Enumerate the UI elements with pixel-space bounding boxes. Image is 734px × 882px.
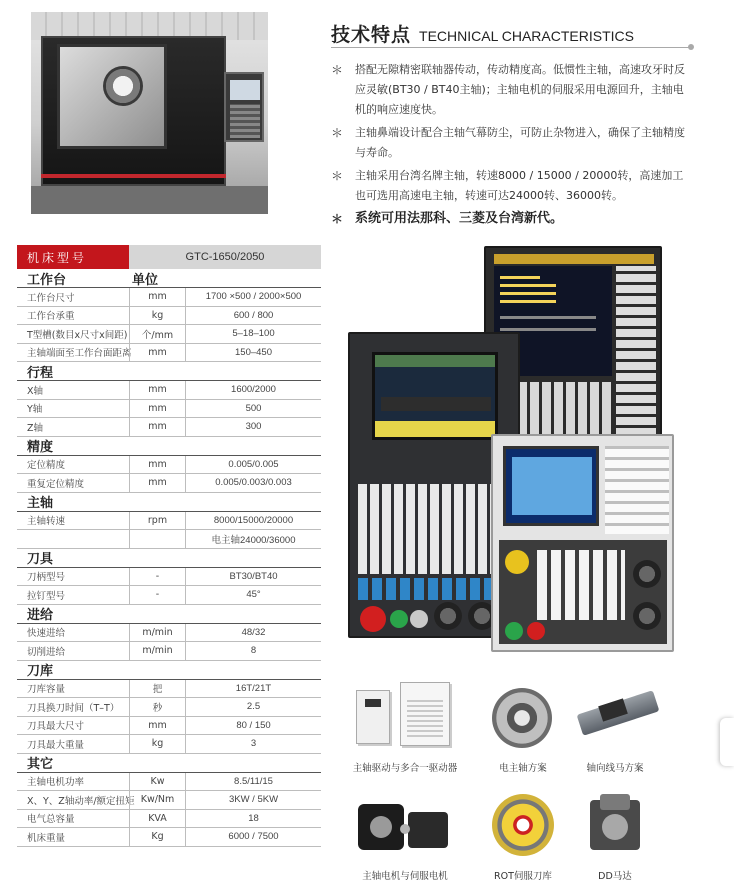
section-heading — [17, 661, 321, 680]
start-button-icon — [390, 610, 408, 628]
model-value: GTC-1650/2050 — [129, 245, 321, 269]
linear-motor-image — [560, 678, 670, 750]
spec-unit: mm — [129, 344, 186, 362]
spec-name: 机床重量 — [27, 832, 66, 844]
spec-row — [17, 680, 321, 699]
title-cn: 技术特点 — [331, 24, 412, 46]
section-title — [331, 20, 634, 47]
spec-value: 1600/2000 — [231, 384, 276, 396]
controller-screen — [372, 352, 498, 440]
feature-list — [331, 60, 691, 232]
section-title: 刀具 — [27, 552, 54, 567]
spec-name: X轴 — [27, 385, 44, 397]
spec-name: 主轴电机功率 — [27, 777, 85, 789]
spec-name: 刀具最大重量 — [27, 739, 85, 751]
spec-value: BT30/BT40 — [229, 570, 278, 582]
control-screen — [230, 80, 260, 100]
stop-button-icon — [527, 622, 545, 640]
spec-row — [17, 418, 321, 437]
model-label: 机床型号 — [17, 245, 129, 269]
spec-row — [17, 568, 321, 587]
controller-keypad — [616, 266, 656, 436]
spec-value: 1700 ×500 / 2000×500 — [205, 291, 302, 303]
unit-heading: 单位 — [132, 272, 159, 288]
title-divider-dot — [688, 44, 694, 50]
title-divider — [331, 47, 690, 48]
section-heading — [17, 437, 321, 456]
section-title: 行程 — [27, 365, 54, 381]
component-card — [350, 678, 460, 774]
machine-red-stripe — [41, 174, 226, 178]
asterisk-icon: ＊ — [331, 63, 344, 77]
spec-unit — [129, 530, 186, 548]
spec-row — [17, 773, 321, 792]
spec-row — [17, 586, 321, 605]
controller-keyboard — [358, 484, 513, 574]
spec-unit: mm — [129, 381, 186, 399]
spec-row — [17, 624, 321, 643]
section-heading — [17, 549, 321, 568]
component-card — [350, 786, 460, 882]
feature-text: 系统可用法那科、三菱及台湾新代。 — [355, 211, 564, 226]
spec-name: 工作台尺寸 — [27, 292, 75, 304]
spec-unit: 把 — [129, 680, 186, 698]
spec-name: 刀具最大尺寸 — [27, 721, 85, 733]
section-heading — [17, 269, 321, 288]
feed-knob-icon — [434, 602, 462, 630]
spec-row — [17, 735, 321, 754]
spec-unit: KVA — [129, 810, 186, 828]
spec-row — [17, 474, 321, 493]
spec-name: 电气总容量 — [27, 814, 75, 826]
title-en: TECHNICAL CHARACTERISTICS — [419, 28, 634, 44]
spec-unit: mm — [129, 418, 186, 436]
spec-unit: mm — [129, 456, 186, 474]
spec-value: 3KW / 5KW — [228, 794, 279, 806]
spec-value: 500 — [245, 402, 262, 414]
spec-value: 8000/15000/20000 — [213, 514, 294, 526]
spec-unit: kg — [129, 735, 186, 753]
spec-value: 3 — [250, 738, 257, 750]
section-heading — [17, 362, 321, 381]
spec-value: 电主轴24000/36000 — [211, 534, 296, 546]
component-caption: 主轴驱动与多合一驱动器 — [352, 763, 458, 774]
spec-row — [17, 530, 321, 549]
spec-unit: - — [129, 586, 186, 604]
spec-value: 45° — [246, 589, 261, 601]
controller-brand-bar — [494, 254, 654, 264]
spec-unit: Kw — [129, 773, 186, 791]
spec-unit: mm — [129, 400, 186, 418]
component-caption: ROT伺服刀库 — [494, 871, 552, 882]
spec-value: 16T/21T — [235, 682, 272, 694]
spec-unit: m/min — [129, 642, 186, 660]
spec-value: 8.5/11/15 — [234, 775, 273, 787]
spec-row — [17, 512, 321, 531]
control-keys — [230, 104, 260, 138]
spec-row — [17, 288, 321, 307]
asterisk-icon: ＊ — [331, 169, 344, 183]
start-button-icon — [505, 622, 523, 640]
spec-row — [17, 344, 321, 363]
spec-name: 刀柄型号 — [27, 572, 66, 584]
component-caption: 轴向线马方案 — [586, 763, 644, 774]
spec-unit: 个/mm — [129, 325, 186, 343]
spec-name: 重复定位精度 — [27, 478, 85, 490]
controller-keypad — [605, 446, 669, 534]
asterisk-icon: ＊ — [331, 126, 344, 140]
component-card — [560, 786, 670, 882]
spec-table — [17, 245, 321, 847]
spec-row — [17, 791, 321, 810]
spec-unit: mm — [129, 717, 186, 735]
spec-value: 0.005/0.005 — [228, 458, 279, 470]
component-caption: DD马达 — [598, 871, 632, 882]
spec-value: 6000 / 7500 — [228, 831, 279, 843]
machine-photo — [31, 12, 268, 214]
controller-screen — [503, 446, 599, 526]
spec-name: 拉钉型号 — [27, 590, 66, 602]
spec-value: 8 — [250, 645, 257, 657]
stop-button-icon — [410, 610, 428, 628]
operator-panel — [499, 540, 667, 644]
section-title: 主轴 — [27, 496, 54, 511]
machine-control-panel — [224, 72, 264, 142]
spec-name: 刀具换刀时间（T–T） — [27, 702, 120, 714]
spec-name: Z轴 — [27, 422, 44, 434]
spec-name: 刀库容量 — [27, 684, 66, 696]
section-title: 其它 — [27, 757, 54, 772]
component-caption: 主轴电机与伺服电机 — [362, 871, 448, 882]
feature-item — [331, 123, 691, 163]
controller-function-keys — [358, 578, 513, 600]
spec-name: T型槽(数目x尺寸x间距) — [27, 329, 128, 341]
spec-row — [17, 307, 321, 326]
drive-image — [350, 678, 460, 750]
spec-name: 主轴转速 — [27, 516, 66, 528]
spec-unit: Kw/Nm — [129, 791, 186, 809]
spec-unit: mm — [129, 474, 186, 492]
spec-row — [17, 828, 321, 847]
spec-name: 快速进给 — [27, 628, 66, 640]
spec-value: 80 / 150 — [236, 719, 271, 731]
spec-row — [17, 698, 321, 717]
spec-name: X、Y、Z轴动率/额定扭矩 — [27, 795, 135, 807]
spec-unit: 秒 — [129, 698, 186, 716]
motors-image — [350, 786, 460, 858]
spec-unit: kg — [129, 307, 186, 325]
spec-value: 0.005/0.003/0.003 — [215, 477, 292, 489]
feature-item — [331, 60, 691, 120]
spec-value: 2.5 — [246, 701, 261, 713]
section-title: 刀库 — [27, 664, 54, 679]
mitsubishi-controller — [491, 434, 674, 652]
machine-base — [31, 186, 268, 214]
component-caption: 电主轴方案 — [499, 763, 547, 774]
spec-value: 5–18–100 — [232, 328, 275, 340]
spec-value: 150–450 — [235, 346, 272, 358]
feature-text: 主轴采用台湾名牌主轴，转速8000 / 15000 / 20000转，高速加工也可选用高速电主轴，转速可达24000转、36000转。 — [355, 169, 684, 202]
spec-unit: - — [129, 568, 186, 586]
spec-unit: m/min — [129, 624, 186, 642]
spec-unit: rpm — [129, 512, 186, 530]
spec-value: 300 — [245, 421, 262, 433]
side-scroll-tab[interactable] — [720, 718, 734, 766]
section-title: 精度 — [27, 440, 54, 455]
feature-item — [331, 166, 691, 206]
feature-item — [331, 209, 691, 229]
spec-row — [17, 400, 321, 419]
section-heading — [17, 605, 321, 624]
feed-knob-icon — [633, 560, 661, 588]
spec-value: 18 — [248, 812, 259, 824]
spec-unit: Kg — [129, 828, 186, 846]
spindle-knob-icon — [633, 602, 661, 630]
feature-text: 主轴鼻端设计配合主轴气幕防尘，可防止杂物进入，确保了主轴精度与寿命。 — [355, 126, 685, 159]
spec-unit: mm — [129, 288, 186, 306]
machine-spindle — [103, 66, 143, 106]
spec-row — [17, 381, 321, 400]
spec-row — [17, 456, 321, 475]
feature-text: 搭配无隙精密联轴器传动，传动精度高。低惯性主轴，高速攻牙时反应灵敏(BT30 / BT40主轴)；主轴电机的伺服采用电源回升，主轴电机的响应速度快。 — [355, 63, 685, 116]
component-card — [560, 678, 670, 774]
spec-value: 48/32 — [241, 626, 266, 638]
spec-row — [17, 810, 321, 829]
spec-row — [17, 325, 321, 344]
spec-name: 切削进给 — [27, 646, 66, 658]
dd-motor-image — [560, 786, 670, 858]
asterisk-icon: ＊ — [331, 212, 344, 226]
section-heading — [17, 493, 321, 512]
spec-table-header — [17, 245, 321, 269]
emergency-stop-icon — [505, 550, 529, 574]
emergency-stop-icon — [360, 606, 386, 632]
spec-name: Y轴 — [27, 404, 43, 416]
spec-name: 定位精度 — [27, 460, 66, 472]
section-title: 进给 — [27, 608, 54, 623]
section-heading — [17, 754, 321, 773]
section-title: 工作台 — [27, 272, 67, 288]
spec-row — [17, 642, 321, 661]
spec-name: 主轴端面至工作台面距离 — [27, 348, 132, 360]
spec-row — [17, 717, 321, 736]
spec-value: 600 / 800 — [233, 309, 274, 321]
cnc-controllers-image — [348, 246, 675, 666]
spec-name: 工作台承重 — [27, 311, 75, 323]
